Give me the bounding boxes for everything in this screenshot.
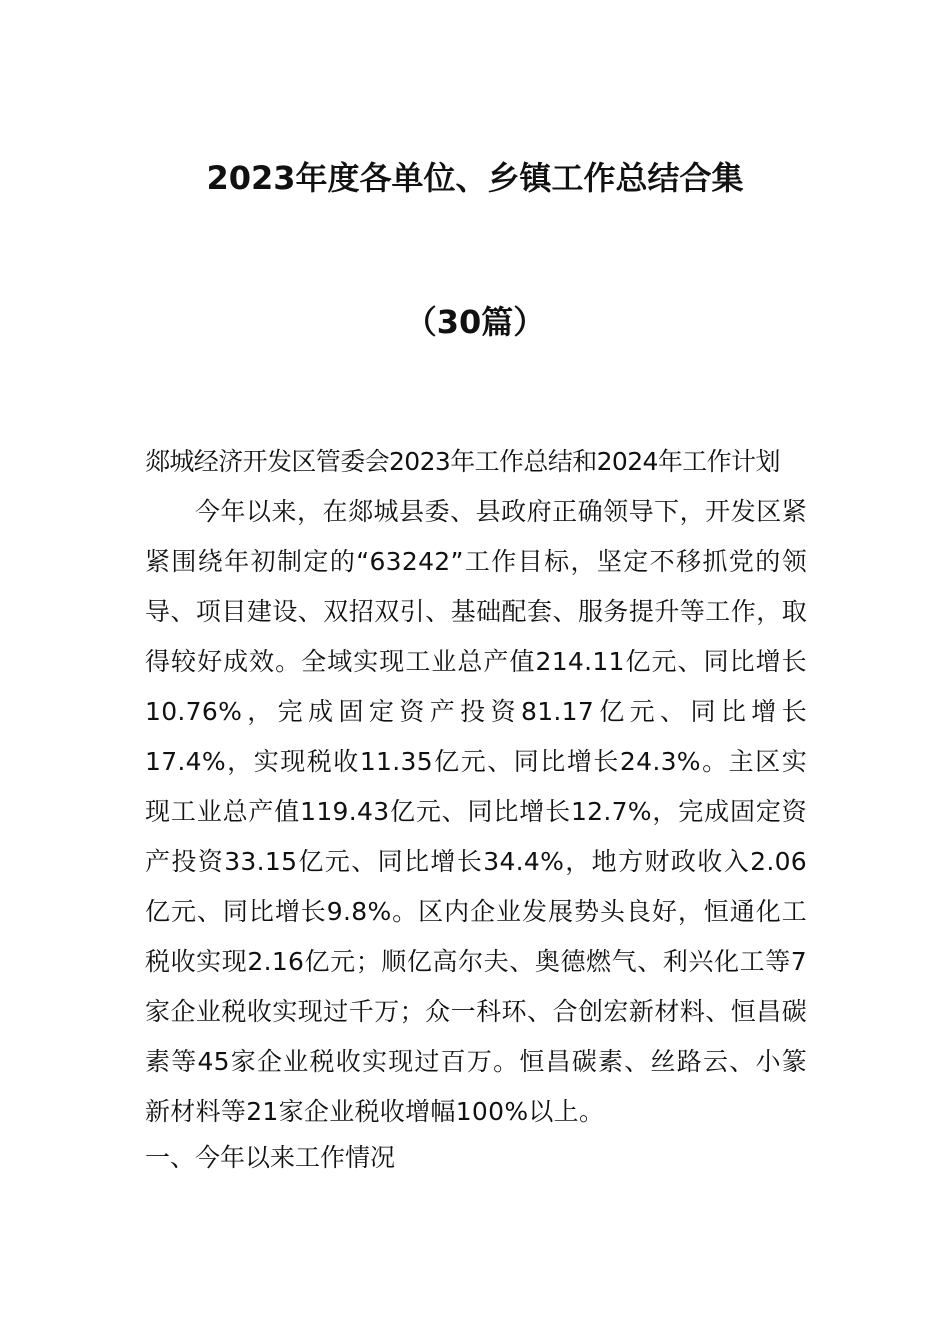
document-title: 2023年度各单位、乡镇工作总结合集	[206, 159, 744, 197]
article-title: 郯城经济开发区管委会2023年工作总结和2024年工作计划	[145, 447, 780, 476]
document-subtitle: （30篇）	[404, 303, 546, 341]
intro-paragraph: 今年以来，在郯城县委、县政府正确领导下，开发区紧紧围绕年初制定的“63242”工作目标，坚定不移抓党的领导、项目建设、双招双引、基础配套、服务提升等工作，取得较好成效。全域实现工业总产值214.11亿元、同比增长10.76%，完成固定资产投资81.17亿元、同比增长17.4%，实现税收11.35亿元、同比增长24.3%。主区实现工业总产值119.43亿元、同比增长12.7%，完成固定资产投资33.15亿元、同比增长34.4%，地方财政收入2.06亿元、同比增长9.8%。区内企业发展势头良好，恒通化工税收实现2.16亿元；顺亿高尔夫、奥德燃气、利兴化工等7家企业税收实现过千万；众一科环、合创宏新材料、恒昌碳素等45家企业税收实现过百万。恒昌碳素、丝路云、小篆新材料等21家企业税收增幅100%以上。	[145, 497, 807, 1126]
section-heading: 一、今年以来工作情况	[145, 1143, 396, 1172]
